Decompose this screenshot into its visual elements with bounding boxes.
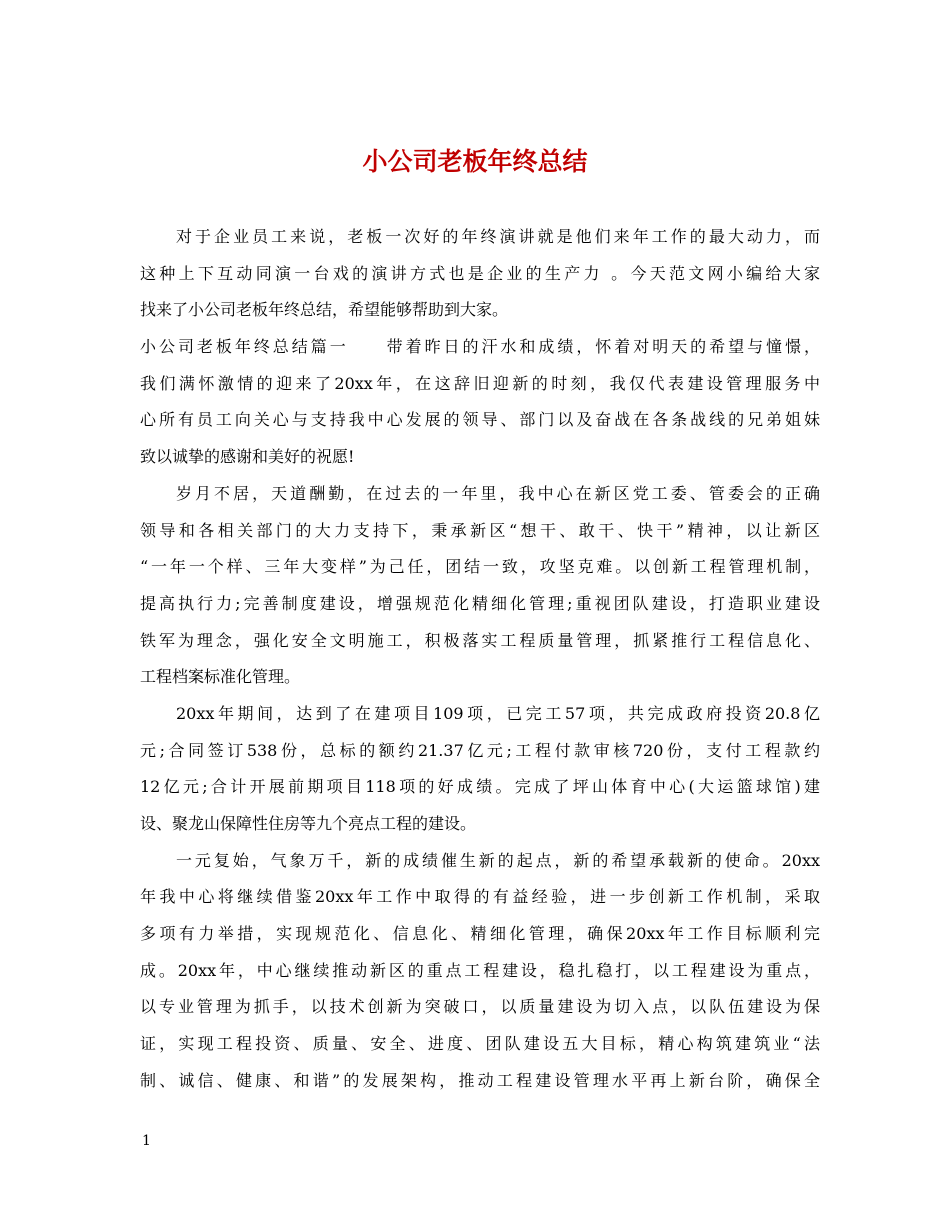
text-line: 元;合同签订538份，总标的额约21.37亿元;工程付款审核720份，支付工程款约 (140, 740, 820, 760)
text-line: 年我中心将继续借鉴20xx年工作中取得的有益经验，进一步创新工作机制，采取 (140, 887, 820, 907)
text-line: 工程档案标准化管理。 (140, 667, 301, 687)
text-line: 设、聚龙山保障性住房等九个亮点工程的建设。 (140, 814, 477, 833)
document-title: 小公司老板年终总结 (362, 147, 588, 176)
text-line: 找来了小公司老板年终总结，希望能够帮助到大家。 (140, 300, 509, 320)
text-line: 证，实现工程投资、质量、安全、进度、团队建设五大目标，精心构筑建筑业“法 (140, 1034, 820, 1054)
text-line: 铁军为理念，强化安全文明施工，积极落实工程质量管理，抓紧推行工程信息化、 (140, 630, 820, 650)
text-line: 我们满怀激情的迎来了20xx年，在这辞旧迎新的时刻，我仅代表建设管理服务中 (140, 373, 820, 393)
text-line: 这种上下互动同演一台戏的演讲方式也是企业的生产力 。今天范文网小编给大家 (140, 263, 820, 283)
text-line: 以专业管理为抓手，以技术创新为突破口，以质量建设为切入点，以队伍建设为保 (140, 997, 820, 1017)
text-line: 一元复始，气象万千，新的成绩催生新的起点，新的希望承载新的使命。20xx (176, 850, 820, 870)
page-number: 1 (142, 1133, 151, 1149)
text-line: 心所有员工向关心与支持我中心发展的领导、部门以及奋战在各条战线的兄弟姐妹 (140, 410, 820, 430)
text-line: 小公司老板年终总结篇一 带着昨日的汗水和成绩，怀着对明天的希望与憧憬， (140, 337, 820, 357)
text-line: 领导和各相关部门的大力支持下，秉承新区“想干、敢干、快干”精神，以让新区 (140, 520, 820, 540)
text-line: 岁月不居，天道酬勤，在过去的一年里，我中心在新区党工委、管委会的正确 (176, 483, 820, 503)
text-line: “一年一个样、三年大变样”为己任，团结一致，攻坚克难。以创新工程管理机制， (140, 557, 820, 577)
text-line: 20xx年期间，达到了在建项目109项，已完工57项，共完成政府投资20.8亿 (176, 703, 820, 723)
text-line: 制、诚信、健康、和谐”的发展架构，推动工程建设管理水平再上新台阶，确保全 (140, 1070, 820, 1090)
text-line: 提高执行力;完善制度建设，增强规范化精细化管理;重视团队建设，打造职业建设 (140, 593, 820, 613)
text-line: 成。20xx年，中心继续推动新区的重点工程建设，稳扎稳打，以工程建设为重点， (140, 960, 820, 980)
document-body (140, 219, 820, 1100)
text-line: 对于企业员工来说，老板一次好的年终演讲就是他们来年工作的最大动力，而 (176, 227, 820, 246)
text-line: 12亿元;合计开展前期项目118项的好成绩。完成了坪山体育中心(大运篮球馆)建 (140, 777, 820, 797)
text-line: 致以诚挚的感谢和美好的祝愿! (140, 447, 355, 467)
text-line: 多项有力举措，实现规范化、信息化、精细化管理，确保20xx年工作目标顺利完 (140, 924, 820, 944)
